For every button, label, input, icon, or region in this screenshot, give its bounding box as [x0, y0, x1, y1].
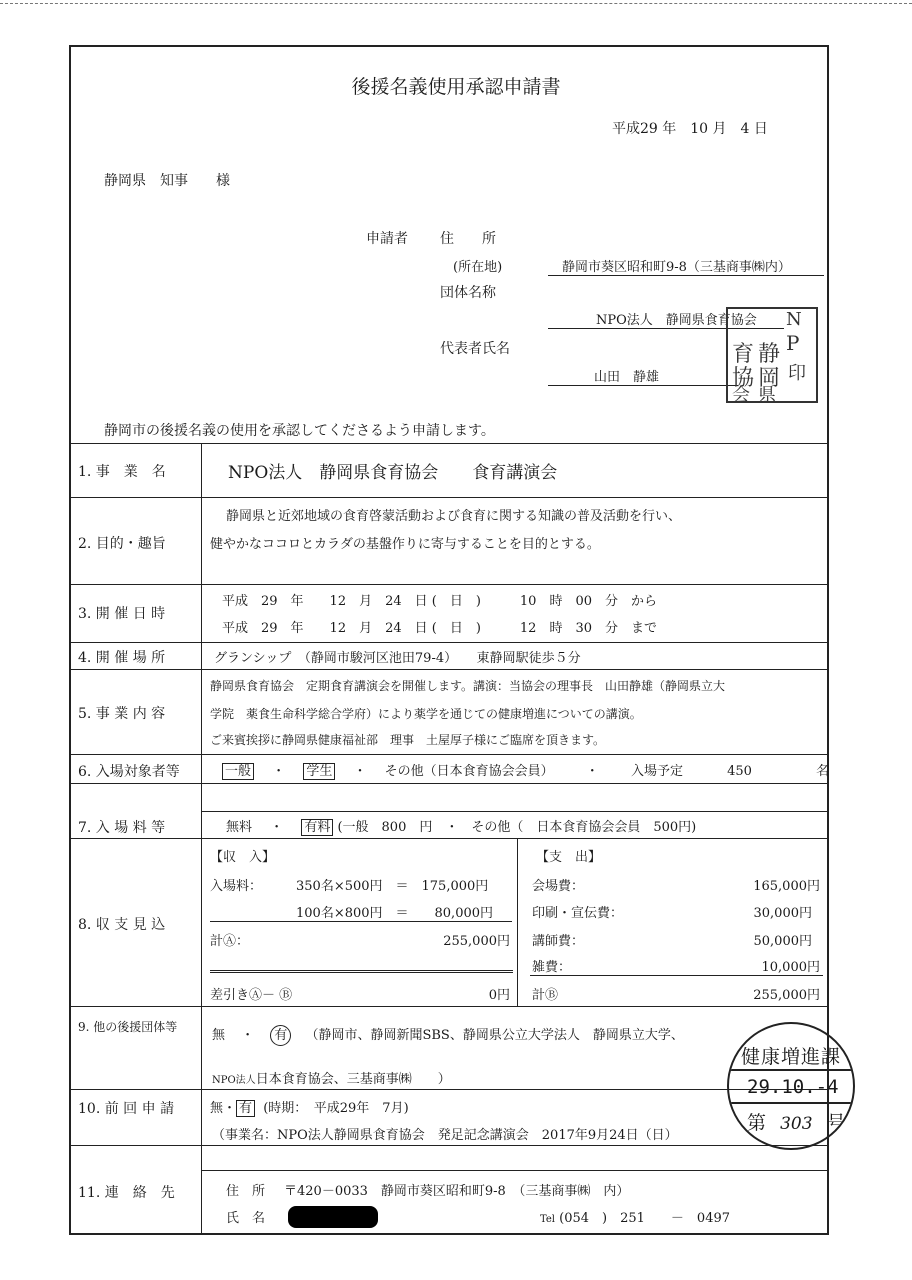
row10-line1: 無・ 有 (時期： 平成29年 7月): [210, 1101, 409, 1116]
contact-tel-value: (054 ) 251 － 0497: [559, 1211, 731, 1226]
difference-label: 差引きⒶ－ Ⓑ: [210, 988, 293, 1003]
expected-unit: 名: [816, 764, 830, 779]
fee-detail: (一般 800 円 ・ その他（ 日本食育協会会員 500円): [337, 820, 697, 835]
row7-label: 7. 入 場 料 等: [78, 820, 166, 836]
row-divider: [69, 642, 829, 643]
row2-label: 2. 目的・趣旨: [78, 536, 166, 552]
row-divider: [69, 1145, 829, 1146]
stamp-number: 第 303 号: [747, 1112, 846, 1134]
option-student-selected: 学生: [303, 763, 335, 780]
income-item-label: 入場料：: [210, 879, 263, 894]
income-header: 【収 入】: [210, 850, 276, 865]
row5-line1: 静岡県食育協会 定期食育講演会を開催します。講演：当協会の理事長 山田静雄（静岡県立大: [210, 679, 726, 693]
applicant-org-label: 団体名称: [440, 285, 496, 301]
contact-tel: Tel (054 ) 251 － 0497: [540, 1211, 731, 1226]
income-item-calc: 350名×500円 ＝ 175,000円: [296, 879, 489, 894]
applicant-address-sub: (所在地): [453, 260, 503, 275]
row8-label: 8. 収 支 見 込: [78, 917, 166, 933]
row3-label: 3. 開 催 日 時: [78, 606, 166, 622]
contact-address-label: 住 所: [226, 1184, 266, 1199]
expected-count: 450: [727, 764, 752, 779]
expense-total: 255,000円: [753, 988, 820, 1003]
row-divider: [201, 811, 829, 812]
income-total: 255,000円: [443, 934, 510, 949]
row6-label: 6. 入場対象者等: [78, 764, 180, 780]
form-frame: [69, 45, 829, 1235]
row1-value: NPO法人 静岡県食育協会 食育講演会: [228, 463, 558, 483]
receipt-stamp: [727, 1022, 855, 1150]
row6-options: 一般 ・ 学生 ・ その他（日本食育協会会員） ・ 入場予定 450 名: [222, 760, 829, 779]
expense-item-label: 会場費：: [532, 879, 585, 894]
option-none: 無: [212, 1028, 226, 1043]
total-double-rule: [210, 970, 513, 973]
row1-label: 1. 事 業 名: [78, 464, 166, 480]
request-statement: 静岡市の後援名義の使用を承認してくださるよう申請します。: [104, 423, 495, 439]
income-total-label: 計Ⓐ：: [210, 934, 250, 949]
expense-item-label: 印刷・宣伝費：: [532, 906, 624, 921]
redacted-name: [288, 1206, 378, 1228]
row5-line2: 学院 薬食生命科学総合学府）により薬学を通じての健康増進についての講演。: [210, 707, 642, 721]
application-date: 平成29 年 10 月 4 日: [612, 121, 768, 137]
row-divider: [69, 443, 829, 444]
expected-label: 入場予定: [630, 764, 683, 779]
income-item-calc: 100名×800円 ＝ 80,000円: [210, 902, 512, 922]
option-general-selected: 一般: [222, 763, 254, 780]
row-divider: [69, 754, 829, 755]
row10-label: 10. 前 回 申 請: [78, 1101, 175, 1117]
row5-line3: ご来賓挨拶に静岡県健康福祉部 理事 土屋厚子様にご臨席を頂きます。: [210, 733, 606, 747]
row4-label: 4. 開 催 場 所: [78, 650, 166, 666]
stamp-dept: 健康増進課: [741, 1046, 842, 1068]
previous-period: (時期： 平成29年 7月): [263, 1101, 409, 1116]
option-free: 無料: [226, 820, 253, 835]
form-title: 後援名義使用承認申請書: [351, 76, 561, 98]
row4-value: グランシップ （静岡市駿河区池田79-4） 東静岡駅徒歩５分: [214, 651, 581, 666]
applicant-seal: 育 静 P 協 岡 印 会 県 N: [726, 307, 818, 403]
row11-label: 11. 連 絡 先: [78, 1185, 175, 1201]
row9-label: 9. 他の後援団体等: [78, 1020, 178, 1034]
expense-header: 【支 出】: [536, 850, 602, 865]
applicant-label: 申請者: [366, 231, 408, 247]
stamp-date: 29.10.-4: [747, 1076, 839, 1098]
contact-address: 〒420－0033 静岡市葵区昭和町9-8 （三基商事㈱ 内）: [284, 1184, 630, 1199]
option-paid-selected: 有料: [301, 819, 333, 836]
row2-line2: 健やかなココロとカラダの基盤作りに寄与することを目的とする。: [210, 537, 600, 552]
row-divider: [69, 497, 829, 498]
applicant-address-value: 静岡市葵区昭和町9-8（三基商事㈱内）: [548, 256, 824, 276]
row-divider: [69, 584, 829, 585]
applicant-rep-label: 代表者氏名: [440, 341, 510, 357]
option-yes-selected: 有: [236, 1100, 255, 1117]
row-divider: [69, 838, 829, 839]
row-divider: [201, 1170, 829, 1171]
expense-item-label: 講師費：: [532, 934, 585, 949]
row7-options: 無料 ・ 有料 (一般 800 円 ・ その他（ 日本食育協会会員 500円): [226, 820, 697, 835]
difference-value: 0円: [488, 988, 510, 1003]
budget-column-divider: [517, 838, 518, 1006]
applicant-rep-value: 山田 静雄: [548, 366, 738, 386]
option-none: 無: [210, 1101, 224, 1116]
contact-name-label: 氏 名: [226, 1211, 266, 1226]
row-divider: [69, 783, 829, 784]
addressee: 静岡県 知事 様: [104, 173, 230, 189]
other-sponsors-line1: （静岡市、静岡新聞SBS、静岡県公立大学法人 静岡県立大学、: [305, 1028, 684, 1043]
previous-event: （事業名：NPO法人静岡県食育協会 発足記念講演会 2017年9月24日（日）: [212, 1128, 678, 1143]
row3-start: 平成 29 年 12 月 24 日 ( 日 ) 10 時 00 分 から: [222, 594, 657, 609]
row-divider: [69, 669, 829, 670]
expense-item-value: 30,000円: [753, 906, 812, 921]
applicant-org-value: NPO法人 静岡県食育協会: [548, 309, 784, 329]
scan-noise-top: [0, 3, 912, 4]
applicant-address-label: 住 所: [440, 231, 496, 247]
expense-item-value: 50,000円: [753, 934, 812, 949]
expense-total-label: 計Ⓑ: [532, 988, 559, 1003]
row-divider: [69, 1006, 829, 1007]
option-yes-circled: 有: [270, 1025, 291, 1046]
expense-item-value: 10,000円: [761, 960, 820, 975]
option-other: その他（日本食育協会会員）: [384, 764, 554, 779]
row2-line1: 静岡県と近郊地域の食育啓蒙活動および食育に関する知識の普及活動を行い、: [226, 509, 682, 524]
label-column-divider: [201, 443, 202, 1235]
row-divider: [69, 1089, 829, 1090]
row5-label: 5. 事 業 内 容: [78, 706, 166, 722]
row9-line2: NPO法人日本食育協会、三基商事㈱ ）: [212, 1072, 451, 1087]
expense-item-label: 雑費：: [532, 960, 572, 975]
expense-item-value: 165,000円: [753, 879, 820, 894]
row3-end: 平成 29 年 12 月 24 日 ( 日 ) 12 時 30 分 まで: [222, 621, 657, 636]
other-sponsors-line2: 日本食育協会、三基商事㈱ ）: [255, 1072, 451, 1087]
expense-total-rule: [530, 975, 823, 976]
row9-line1: 無 ・ 有 （静岡市、静岡新聞SBS、静岡県公立大学法人 静岡県立大学、: [212, 1024, 684, 1046]
